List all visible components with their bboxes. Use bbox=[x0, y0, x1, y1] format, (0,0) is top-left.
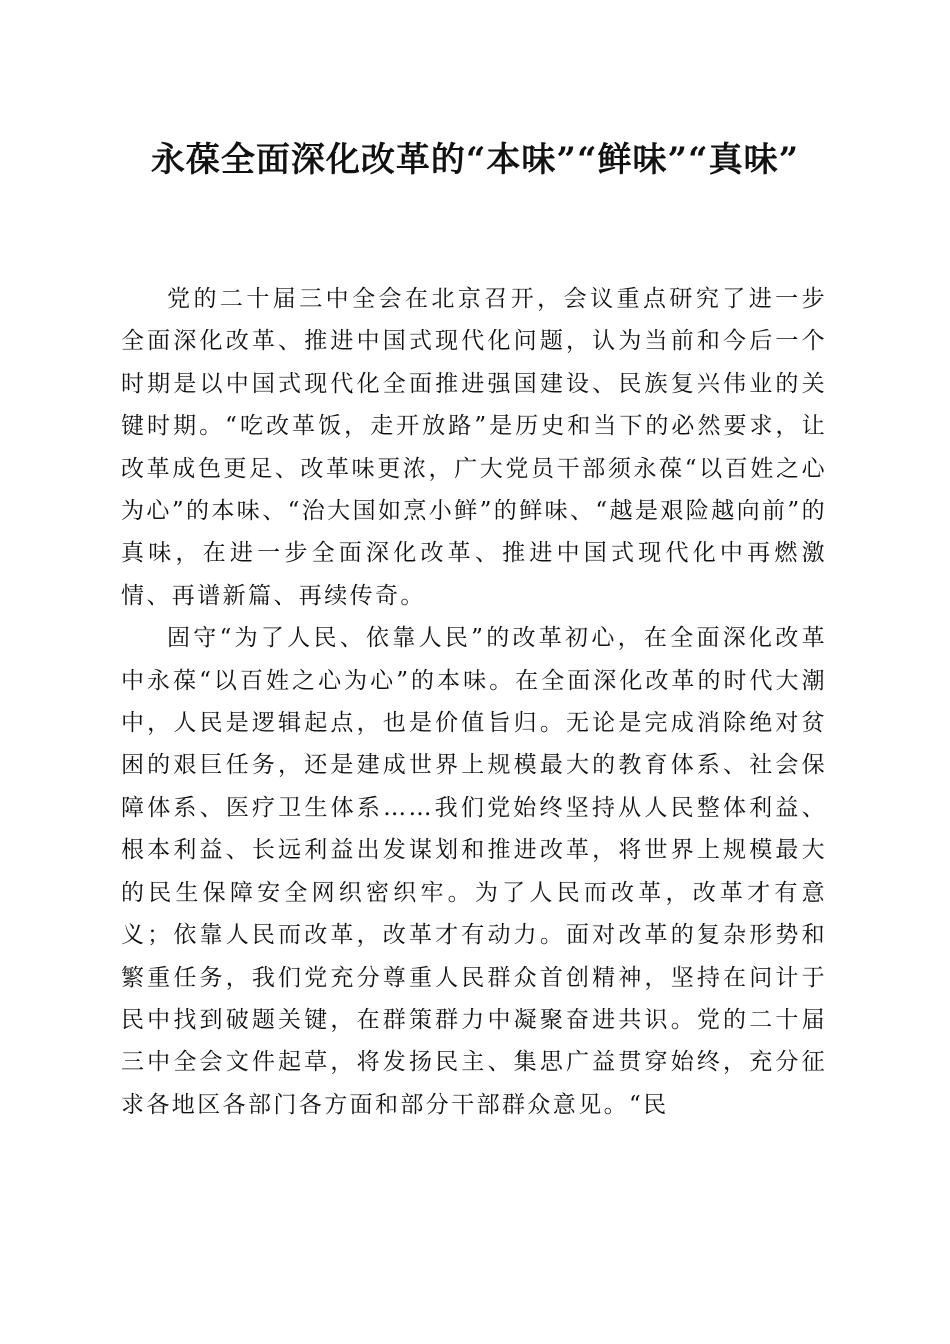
paragraph: 固守“为了人民、依靠人民”的改革初心，在全面深化改革中永葆“以百姓之心为心”的本味。在全面深化改革的时代大潮中，人民是逻辑起点，也是价值旨归。无论是完成消除绝对贫困的艰巨任务，还是建成世界上规模最大的教育体系、社会保障体系、医疗卫生体系……我们党始终坚持从人民整体利益、根本利益、长远利益出发谋划和推进改革，将世界上规模最大的民生保障安全网织密织牢。为了人民而改革，改革才有意义；依靠人民而改革，改革才有动力。面对改革的复杂形势和繁重任务，我们党充分尊重人民群众首创精神，坚持在问计于民中找到破题关键，在群策群力中凝聚奋进共识。党的二十届三中全会文件起草，将发扬民主、集思广益贯穿始终，充分征求各地区各部门各方面和部分干部群众意见。“民 bbox=[121, 625, 827, 1118]
document-body bbox=[121, 278, 827, 1126]
paragraph: 党的二十届三中全会在北京召开，会议重点研究了进一步全面深化改革、推进中国式现代化问题，认为当前和今后一个时期是以中国式现代化全面推进强国建设、民族复兴伟业的关键时期。“吃改革饭，走开放路”是历史和当下的必然要求，让改革成色更足、改革味更浓，广大党员干部须永葆“以百姓之心为心”的本味、“治大国如烹小鲜”的鲜味、“越是艰险越向前”的真味，在进一步全面深化改革、推进中国式现代化中再燃激情、再谱新篇、再续传奇。 bbox=[121, 286, 827, 609]
document-title: 永葆全面深化改革的“本味”“鲜味”“真味” bbox=[150, 140, 800, 180]
